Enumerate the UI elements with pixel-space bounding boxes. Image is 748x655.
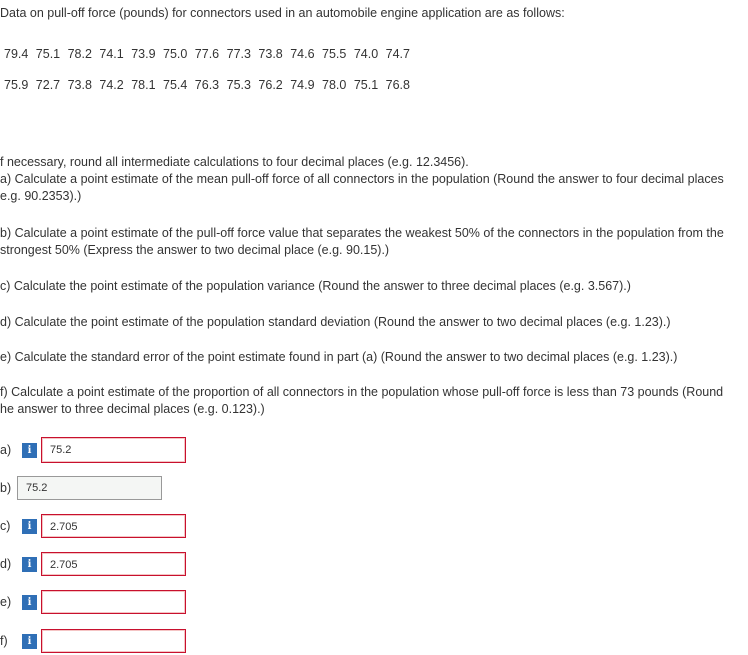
info-icon[interactable]: i xyxy=(22,634,37,649)
question-e: e) Calculate the standard error of the point estimate found in part (a) (Round the answer to two decimal places (e.g. 1.23).) xyxy=(0,350,678,364)
answer-c-input[interactable]: 2.705 xyxy=(41,514,186,538)
question-a: a) Calculate a point estimate of the mean pull-off force of all connectors in the population (Round the answer to four decimal places e.g. 90.2353).) xyxy=(0,172,724,203)
answer-f-label: f) xyxy=(0,634,8,648)
info-icon[interactable]: i xyxy=(22,519,37,534)
problem-intro: Data on pull-off force (pounds) for connectors used in an automobile engine application are as follows: xyxy=(0,6,565,20)
answer-c-label: c) xyxy=(0,519,11,533)
answer-e-label: e) xyxy=(0,595,12,609)
data-row-1: 79.4 75.1 78.2 74.1 73.9 75.0 77.6 77.3 73.8 74.6 75.5 74.0 74.7 xyxy=(4,47,410,61)
question-c: c) Calculate the point estimate of the population variance (Round the answer to three decimal places (e.g. 3.567).) xyxy=(0,279,631,293)
data-row-2: 75.9 72.7 73.8 74.2 78.1 75.4 76.3 75.3 76.2 74.9 78.0 75.1 76.8 xyxy=(4,78,410,92)
info-icon[interactable]: i xyxy=(22,557,37,572)
question-b: b) Calculate a point estimate of the pull-off force value that separates the weakest 50% of the connectors in the population from the strongest 50% (Express the answer to two decimal place (e.g. 90.15).) xyxy=(0,226,724,257)
answer-d-label: d) xyxy=(0,557,12,571)
answer-f-input[interactable] xyxy=(41,629,186,653)
answer-a-input[interactable]: 75.2 xyxy=(41,437,186,463)
answer-b-input[interactable]: 75.2 xyxy=(17,476,162,500)
question-f: f) Calculate a point estimate of the proportion of all connectors in the population whose pull-off force is less than 73 pounds (Round he answer to three decimal places (e.g. 0.123).) xyxy=(0,385,724,416)
info-icon[interactable]: i xyxy=(22,443,37,458)
answer-e-input[interactable] xyxy=(41,590,186,614)
rounding-instruction: f necessary, round all intermediate calculations to four decimal places (e.g. 12.3456). xyxy=(0,155,469,169)
question-d: d) Calculate the point estimate of the population standard deviation (Round the answer to two decimal places (e.g. 1.23).) xyxy=(0,315,671,329)
answer-b-label: b) xyxy=(0,481,12,495)
info-icon[interactable]: i xyxy=(22,595,37,610)
answer-d-input[interactable]: 2.705 xyxy=(41,552,186,576)
answer-a-label: a) xyxy=(0,443,12,457)
